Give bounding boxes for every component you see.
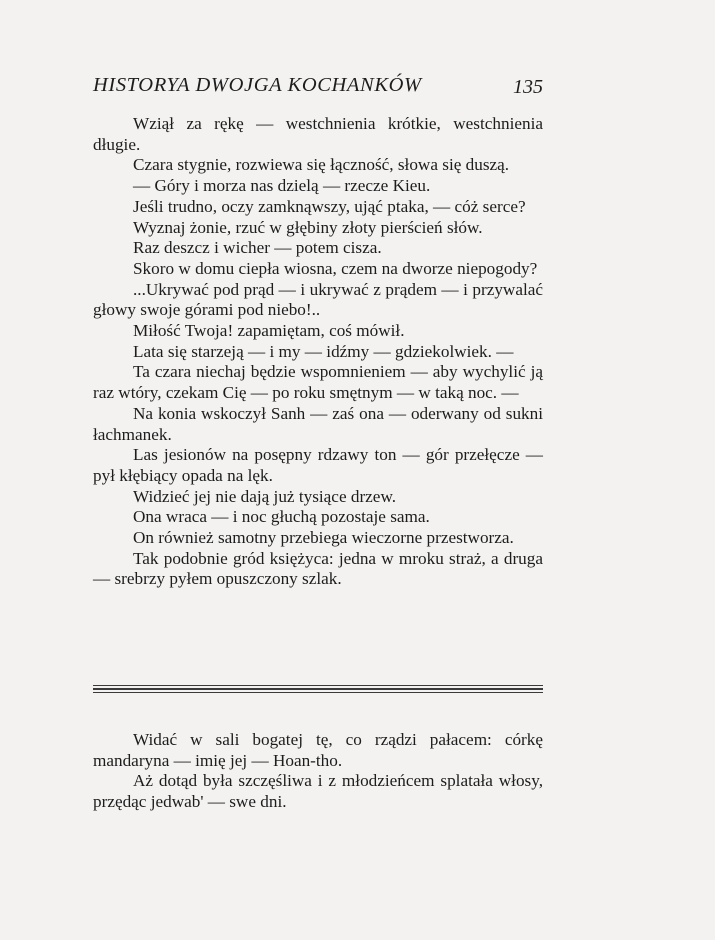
paragraph: Skoro w domu ciepła wiosna, czem na dworze niepogody?: [133, 258, 538, 278]
page-number: 135: [513, 76, 543, 98]
running-title: HISTORYA DWOJGA KOCHANKÓW: [93, 74, 422, 96]
paragraph: Wyznaj żonie, rzuć w głębiny złoty pierścień słów.: [133, 217, 483, 237]
page-header: [93, 74, 543, 100]
paragraph: Ona wraca — i noc głuchą pozostaje sama.: [133, 507, 430, 527]
paragraph: Widać w sali bogatej tę, co rządzi pałacem: córkę mandaryna — imię jej — Hoan-tho.: [93, 730, 543, 770]
paragraph: Las jesionów na posępny rdzawy ton — gór przełęcze — pył kłębiący opada na lęk.: [93, 445, 543, 485]
paragraph: Lata się starzeją — i my — idźmy — gdziekolwiek. —: [133, 341, 514, 361]
paragraph: On również samotny przebiega wieczorne przestworza.: [133, 528, 514, 548]
paragraph: Wziął za rękę — westchnienia krótkie, westchnienia długie.: [93, 114, 543, 154]
paragraph: Ta czara niechaj będzie wspomnieniem — aby wychylić ją raz wtóry, czekam Cię — po roku smętnym — w taką noc. —: [93, 362, 543, 403]
paragraph: Aż dotąd była szczęśliwa i z młodzieńcem splatała włosy, przędąc jedwab' — swe dni.: [93, 771, 543, 812]
paragraph: Miłość Twoja! zapamiętam, coś mówił.: [133, 321, 405, 341]
section-divider: [93, 682, 543, 696]
paragraph: ...Ukrywać pod prąd — i ukrywać z prądem — i przywalać głowy swoje górami pod niebo!..: [93, 279, 543, 320]
paragraph: Czara stygnie, rozwiewa się łączność, słowa się duszą.: [133, 155, 510, 175]
paragraph: Raz deszcz i wicher — potem cisza.: [133, 238, 382, 258]
paragraph: Jeśli trudno, oczy zamknąwszy, ująć ptaka, — cóż serce?: [133, 196, 526, 216]
paragraph: — Góry i morza nas dzielą — rzecze Kieu.: [133, 176, 431, 196]
paragraph: Widzieć jej nie dają już tysiące drzew.: [133, 486, 397, 506]
paragraph: Tak podobnie gród księżyca: jedna w mroku straż, a druga — srebrzy pyłem opuszczony szlak.: [93, 548, 543, 589]
section-2-text: [93, 730, 543, 813]
section-1-text: [93, 114, 543, 590]
paragraph: Na konia wskoczył Sanh — zaś ona — oderwany od sukni łachmanek.: [93, 403, 543, 444]
